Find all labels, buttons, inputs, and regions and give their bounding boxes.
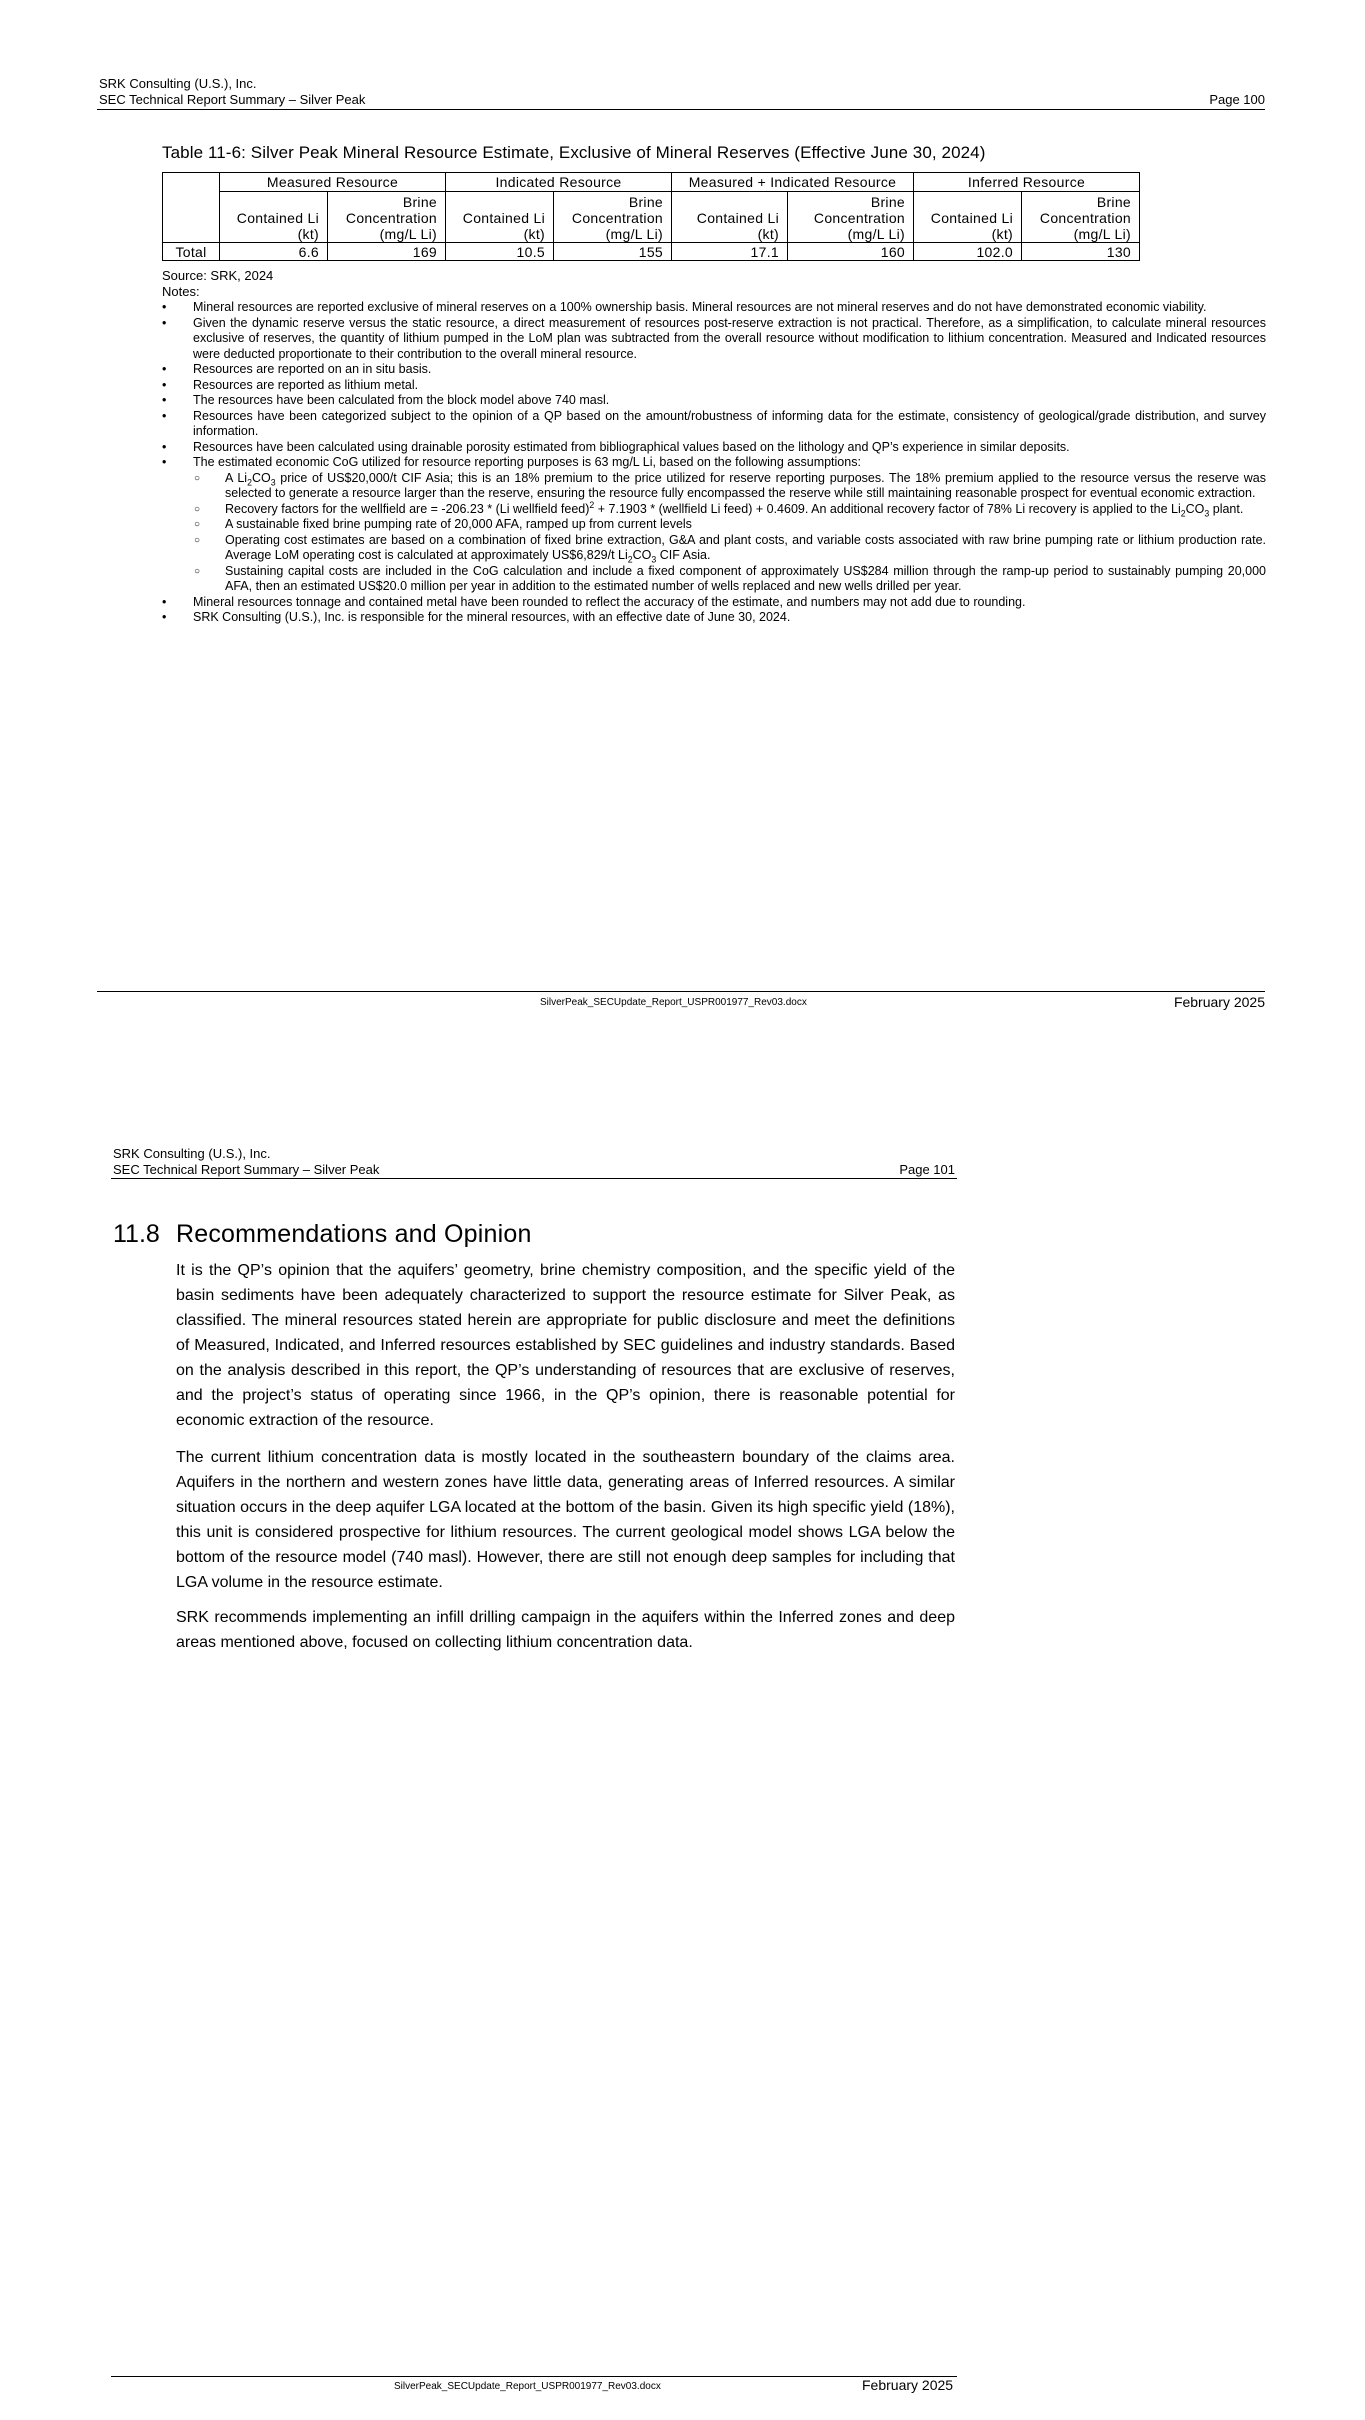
sub-list-item: ○ A $Li_2CO_3$ price of US$20,000/t CIF Asia; this is an 18% premium to the price utilized for reserve reporting purposes. The 18% premium applied to the resource versus the reserve was selected to generate a resource larger than the reserve, ensuring the resource fully encompassed the reserve while still maintaining reasonable prospect for eventual economic extraction.: [193, 471, 1266, 502]
notes-label: Notes:: [162, 284, 200, 299]
table-row-total: [163, 243, 1140, 261]
header-page-number: Page 100: [1209, 92, 1265, 107]
list-item: • Resources are reported as lithium metal.: [162, 378, 1266, 394]
list-item: • Mineral resources tonnage and contained metal have been rounded to reflect the accuracy of the estimate, and numbers may not add due to rounding.: [162, 595, 1266, 611]
cog-assumptions-list: [193, 471, 1266, 595]
header-page-number: Page 101: [899, 1162, 955, 1177]
footer-date: February 2025: [862, 2377, 954, 2393]
cell-inferred-brine: 130: [1022, 243, 1140, 261]
col-header-contained-li: Contained Li (kt): [446, 192, 554, 243]
header-divider: [97, 109, 1265, 110]
list-item: • Given the dynamic reserve versus the static resource, a direct measurement of resources post-reserve extraction is not practical. Therefore, as a simplification, to calculate mineral resources exclusive of reserves, the quantity of lithium pumped in the LoM plan was subtracted from the overall resource without modification to lithium concentration. Measured and Indicated resources were deducted proportionate to their contribution to the overall mineral resource.: [162, 316, 1266, 363]
list-item: • The resources have been calculated from the block model above 740 masl.: [162, 393, 1266, 409]
list-item: [162, 455, 1266, 595]
col-header-contained-li: Contained Li (kt): [914, 192, 1022, 243]
resource-estimate-table: [162, 172, 1140, 261]
cell-mi-brine: 160: [788, 243, 914, 261]
col-header-brine-concentration: Brine Concentration (mg/L Li): [554, 192, 672, 243]
row-label-total: Total: [163, 243, 220, 261]
col-header-brine-concentration: Brine Concentration (mg/L Li): [328, 192, 446, 243]
col-header-brine-concentration: Brine Concentration (mg/L Li): [788, 192, 914, 243]
col-header-contained-li: Contained Li (kt): [220, 192, 328, 243]
list-item: • Resources are reported on an in situ basis.: [162, 362, 1266, 378]
sub-list-item: ○ Operating cost estimates are based on a combination of fixed brine extraction, G&A and plant costs, and variable costs associated with raw brine pumping rate or lithium production rate. Average LoM operating cost is calculated at approximately US$6,829/t $Li_2CO_3$ CIF Asia.: [193, 533, 1266, 564]
footer-divider: [97, 991, 1265, 992]
table-caption: Table 11-6: Silver Peak Mineral Resource Estimate, Exclusive of Mineral Reserves (Effective June 30, 2024): [162, 143, 986, 162]
header-divider: [111, 1178, 957, 1179]
footer-filename: SilverPeak_SECUpdate_Report_USPR001977_Rev03.docx: [540, 997, 807, 1008]
cell-indicated-brine: 155: [554, 243, 672, 261]
group-header-indicated: Indicated Resource: [446, 173, 672, 192]
header-company: SRK Consulting (U.S.), Inc.: [113, 1146, 271, 1161]
cell-indicated-contained-li: 10.5: [446, 243, 554, 261]
table-source: Source: SRK, 2024: [162, 268, 274, 283]
footer-divider: [111, 2376, 957, 2377]
footer-filename: SilverPeak_SECUpdate_Report_USPR001977_Rev03.docx: [394, 2381, 661, 2392]
cell-inferred-contained-li: 102.0: [914, 243, 1022, 261]
body-paragraph: It is the QP’s opinion that the aquifers’ geometry, brine chemistry composition, and the specific yield of the basin sediments have been adequately characterized to support the resource estimate for Silver Peak, as classified. The mineral resources stated herein are appropriate for public disclosure and meet the definitions of Measured, Indicated, and Inferred resources established by SEC guidelines and industry standards. Based on the analysis described in this report, the QP’s understanding of resources that are exclusive of reserves, and the project’s status of operating since 1966, in the QP’s opinion, there is reasonable potential for economic extraction of the resource.: [176, 1262, 955, 1429]
body-paragraph: SRK recommends implementing an infill drilling campaign in the aquifers within the Inferred zones and deep areas mentioned above, focused on collecting lithium concentration data.: [176, 1609, 955, 1651]
sub-list-item: ○ A sustainable fixed brine pumping rate of 20,000 AFA, ramped up from current levels: [193, 517, 1266, 533]
sub-list-item: ○ Recovery factors for the wellfield are = -206.23 * (Li wellfield feed)$^2$ + 7.1903 * (wellfield Li feed) + 0.4609. An additional recovery factor of 78% Li recovery is applied to the $Li_2CO_3$ plant.: [193, 502, 1266, 518]
group-header-inferred: Inferred Resource: [914, 173, 1140, 192]
col-header-brine-concentration: Brine Concentration (mg/L Li): [1022, 192, 1140, 243]
notes-list: [162, 300, 1266, 626]
body-paragraph: The current lithium concentration data is mostly located in the southeastern boundary of the claims area. Aquifers in the northern and western zones have little data, generating areas of Inferred resources. A similar situation occurs in the deep aquifer LGA located at the bottom of the basin. Given its high specific yield (18%), this unit is considered prospective for lithium resources. The current geological model shows LGA below the bottom of the resource model (740 masl). However, there are still not enough deep samples for including that LGA volume in the resource estimate.: [176, 1449, 955, 1591]
section-title: Recommendations and Opinion: [176, 1220, 532, 1248]
list-item: • Resources have been categorized subject to the opinion of a QP based on the amount/robustness of informing data for the estimate, consistency of geological/grade distribution, and survey information.: [162, 409, 1266, 440]
cell-mi-contained-li: 17.1: [672, 243, 788, 261]
section-number: 11.8: [113, 1220, 160, 1248]
sub-list-item: ○ Sustaining capital costs are included in the CoG calculation and include a fixed component of approximately US$284 million through the ramp-up period to sustainably pumping 20,000 AFA, then an estimated US$20.0 million per year in addition to the estimated number of wells replaced and new wells drilled per year.: [193, 564, 1266, 595]
header-report-title: SEC Technical Report Summary – Silver Peak: [99, 92, 366, 107]
cog-note-text: The estimated economic CoG utilized for resource reporting purposes is 63 mg/L Li, based on the following assumptions:: [193, 455, 861, 469]
footer-date: February 2025: [1173, 994, 1265, 1010]
list-item: • Resources have been calculated using drainable porosity estimated from bibliographical values based on the lithology and QP’s experience in similar deposits.: [162, 440, 1266, 456]
table-corner-cell: [163, 173, 220, 243]
group-header-measured-indicated: Measured + Indicated Resource: [672, 173, 914, 192]
header-company: SRK Consulting (U.S.), Inc.: [99, 76, 257, 91]
list-item: • SRK Consulting (U.S.), Inc. is responsible for the mineral resources, with an effective date of June 30, 2024.: [162, 610, 1266, 626]
header-report-title: SEC Technical Report Summary – Silver Peak: [113, 1162, 380, 1177]
list-item: • Mineral resources are reported exclusive of mineral reserves on a 100% ownership basis. Mineral resources are not mineral reserves and do not have demonstrated economic viability.: [162, 300, 1266, 316]
cell-measured-contained-li: 6.6: [220, 243, 328, 261]
cell-measured-brine: 169: [328, 243, 446, 261]
group-header-measured: Measured Resource: [220, 173, 446, 192]
col-header-contained-li: Contained Li (kt): [672, 192, 788, 243]
